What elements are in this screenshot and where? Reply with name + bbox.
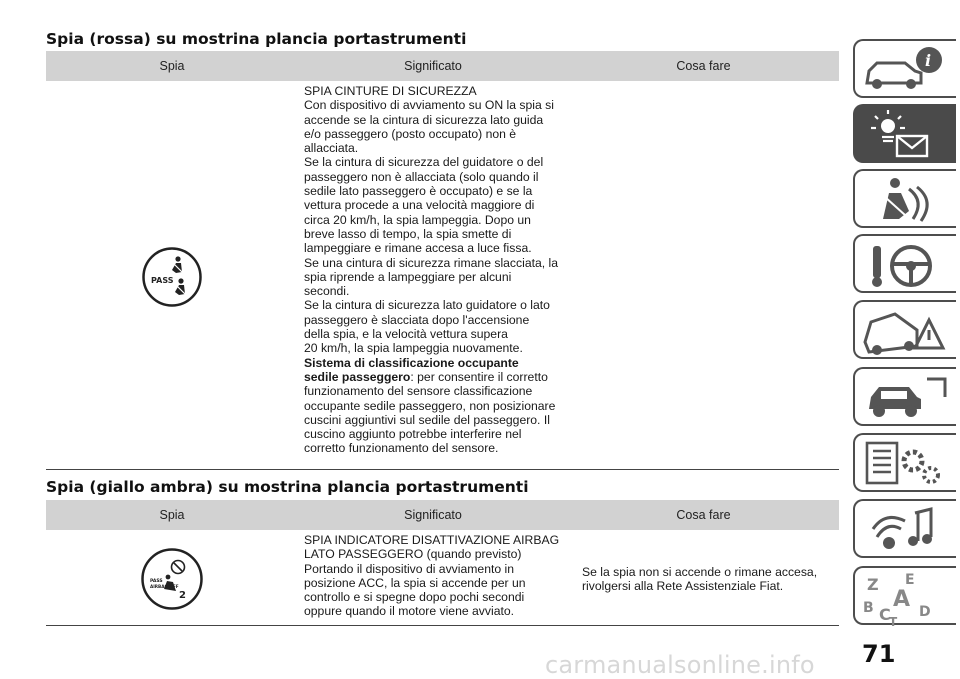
car-maintenance-icon bbox=[855, 369, 958, 428]
table-row bbox=[46, 533, 839, 626]
meaning-bold-line: sedile passeggero: per consentire il corretto bbox=[304, 369, 548, 384]
meaning-bold-title: Sistema di classificazione occupante bbox=[304, 355, 519, 370]
action-cell bbox=[568, 533, 839, 625]
tab-emergency[interactable] bbox=[853, 300, 956, 359]
watermark: carmanualsonline.info bbox=[545, 651, 815, 679]
text-line: occupante sedile passeggero, non posizionare bbox=[304, 398, 556, 413]
section-title-amber-warning: Spia (giallo ambra) su mostrina plancia portastrumenti bbox=[46, 478, 529, 496]
text-line: controllo e si spegne dopo pochi secondi bbox=[304, 590, 525, 605]
page-number: 71 bbox=[862, 640, 896, 668]
text-line: vettura procede a una velocità maggiore di bbox=[304, 198, 535, 213]
text-line: funzionamento del sensore classificazione bbox=[304, 384, 533, 399]
text-line: della spia, e la velocità vettura supera bbox=[304, 327, 508, 342]
text-line: breve lasso di tempo, la spia smette di bbox=[304, 226, 512, 241]
meaning-text bbox=[304, 84, 568, 356]
svg-text:C: C bbox=[879, 605, 891, 624]
passenger-airbag-off-icon bbox=[140, 547, 204, 611]
text-line: LATO PASSEGGERO (quando previsto) bbox=[304, 547, 522, 562]
table-header bbox=[46, 51, 839, 81]
multimedia-icon bbox=[855, 501, 958, 560]
specs-gears-icon bbox=[855, 435, 958, 494]
svg-text:E: E bbox=[905, 572, 915, 588]
svg-text:T: T bbox=[889, 615, 898, 627]
header-cosa-fare: Cosa fare bbox=[676, 508, 731, 522]
meaning-cell bbox=[298, 84, 568, 469]
text-line: corretto funzionamento del sensore. bbox=[304, 441, 499, 456]
tab-warning-lights[interactable] bbox=[853, 104, 956, 163]
header-significato: Significato bbox=[404, 59, 462, 73]
meaning-tail-text bbox=[304, 384, 568, 455]
pass-label: PASS bbox=[150, 579, 163, 584]
header-spia: Spia bbox=[159, 508, 185, 522]
svg-text:D: D bbox=[919, 604, 931, 620]
svg-text:B: B bbox=[863, 600, 874, 616]
text-line: passeggero è slacciata dopo l'accensione bbox=[304, 312, 530, 327]
svg-text:i: i bbox=[925, 51, 932, 70]
text-line: SPIA INDICATORE DISATTIVAZIONE AIRBAG bbox=[304, 533, 560, 547]
steering-wheel-icon bbox=[855, 236, 958, 295]
text-line: Con dispositivo di avviamento su ON la spia si bbox=[304, 98, 554, 113]
tab-maintenance[interactable] bbox=[853, 367, 956, 426]
safety-seat-icon bbox=[855, 171, 958, 230]
action-text bbox=[582, 565, 817, 594]
tab-safety[interactable] bbox=[853, 169, 956, 228]
text-line: accende se la cintura di sicurezza lato guida bbox=[304, 112, 544, 127]
text-line: cuscini aggiuntivi sul sedile del passeggero. Il bbox=[304, 412, 550, 427]
text-line: cuscino aggiunto potrebbe interferire nel bbox=[304, 427, 522, 442]
table-row bbox=[46, 84, 839, 470]
text-line: lampeggiare e rimane accesa a luce fissa. bbox=[304, 241, 532, 256]
emergency-icon bbox=[855, 302, 958, 361]
text-line: e/o passeggero (posto occupato) non è bbox=[304, 126, 517, 141]
seatbelt-warning-icon bbox=[141, 246, 203, 308]
car-info-icon bbox=[855, 41, 958, 100]
text-line: 20 km/h, la spia lampeggia nuovamente. bbox=[304, 341, 523, 356]
text-line: sedile lato passeggero è occupato) e se la bbox=[304, 184, 533, 199]
meaning-text bbox=[304, 533, 568, 619]
text-line: passeggero non è allacciata (solo quando il bbox=[304, 169, 539, 184]
tab-index[interactable] bbox=[853, 566, 956, 625]
pass-label: PASS bbox=[151, 275, 174, 285]
text-line: circa 20 km/h, la spia lampeggia. Dopo un bbox=[304, 212, 531, 227]
table-header bbox=[46, 500, 839, 530]
svg-text:A: A bbox=[893, 587, 911, 612]
text-line: allacciata. bbox=[304, 141, 359, 156]
text-line: spia riprende a lampeggiare per alcuni bbox=[304, 269, 512, 284]
index-letters-icon bbox=[855, 568, 958, 627]
text-line: Se la spia non si accende o rimane accesa, bbox=[582, 564, 818, 579]
tab-car-info[interactable] bbox=[853, 39, 956, 98]
tab-multimedia[interactable] bbox=[853, 499, 956, 558]
section-title-red-warning: Spia (rossa) su mostrina plancia portastrumenti bbox=[46, 30, 467, 48]
meaning-cell bbox=[298, 533, 568, 625]
header-cosa-fare: Cosa fare bbox=[676, 59, 731, 73]
airbag-off-label: AIRBAG OFF bbox=[150, 584, 179, 589]
warning-lights-icon bbox=[855, 106, 958, 165]
text-line: Se la cintura di sicurezza del guidatore o del bbox=[304, 155, 544, 170]
tab-specs[interactable] bbox=[853, 433, 956, 492]
header-spia: Spia bbox=[159, 59, 185, 73]
text-line: rivolgersi alla Rete Assistenziale Fiat. bbox=[582, 579, 784, 593]
tab-driving[interactable] bbox=[853, 234, 956, 293]
seat-number-label: 2 bbox=[179, 590, 186, 601]
text-line: secondi. bbox=[304, 284, 350, 299]
text-line: Se la cintura di sicurezza lato guidatore o lato bbox=[304, 298, 550, 313]
warning-light-cell bbox=[46, 84, 298, 469]
text-line: SPIA CINTURE DI SICUREZZA bbox=[304, 84, 477, 98]
text-line: Se una cintura di sicurezza rimane slacciata, la bbox=[304, 255, 559, 270]
text-line: Portando il dispositivo di avviamento in bbox=[304, 561, 515, 576]
text-line: posizione ACC, la spia si accende per un bbox=[304, 575, 526, 590]
text-line: oppure quando il motore viene avviato. bbox=[304, 604, 515, 619]
header-significato: Significato bbox=[404, 508, 462, 522]
svg-text:Z: Z bbox=[867, 575, 879, 594]
action-cell bbox=[568, 84, 839, 469]
warning-light-cell bbox=[46, 533, 298, 625]
